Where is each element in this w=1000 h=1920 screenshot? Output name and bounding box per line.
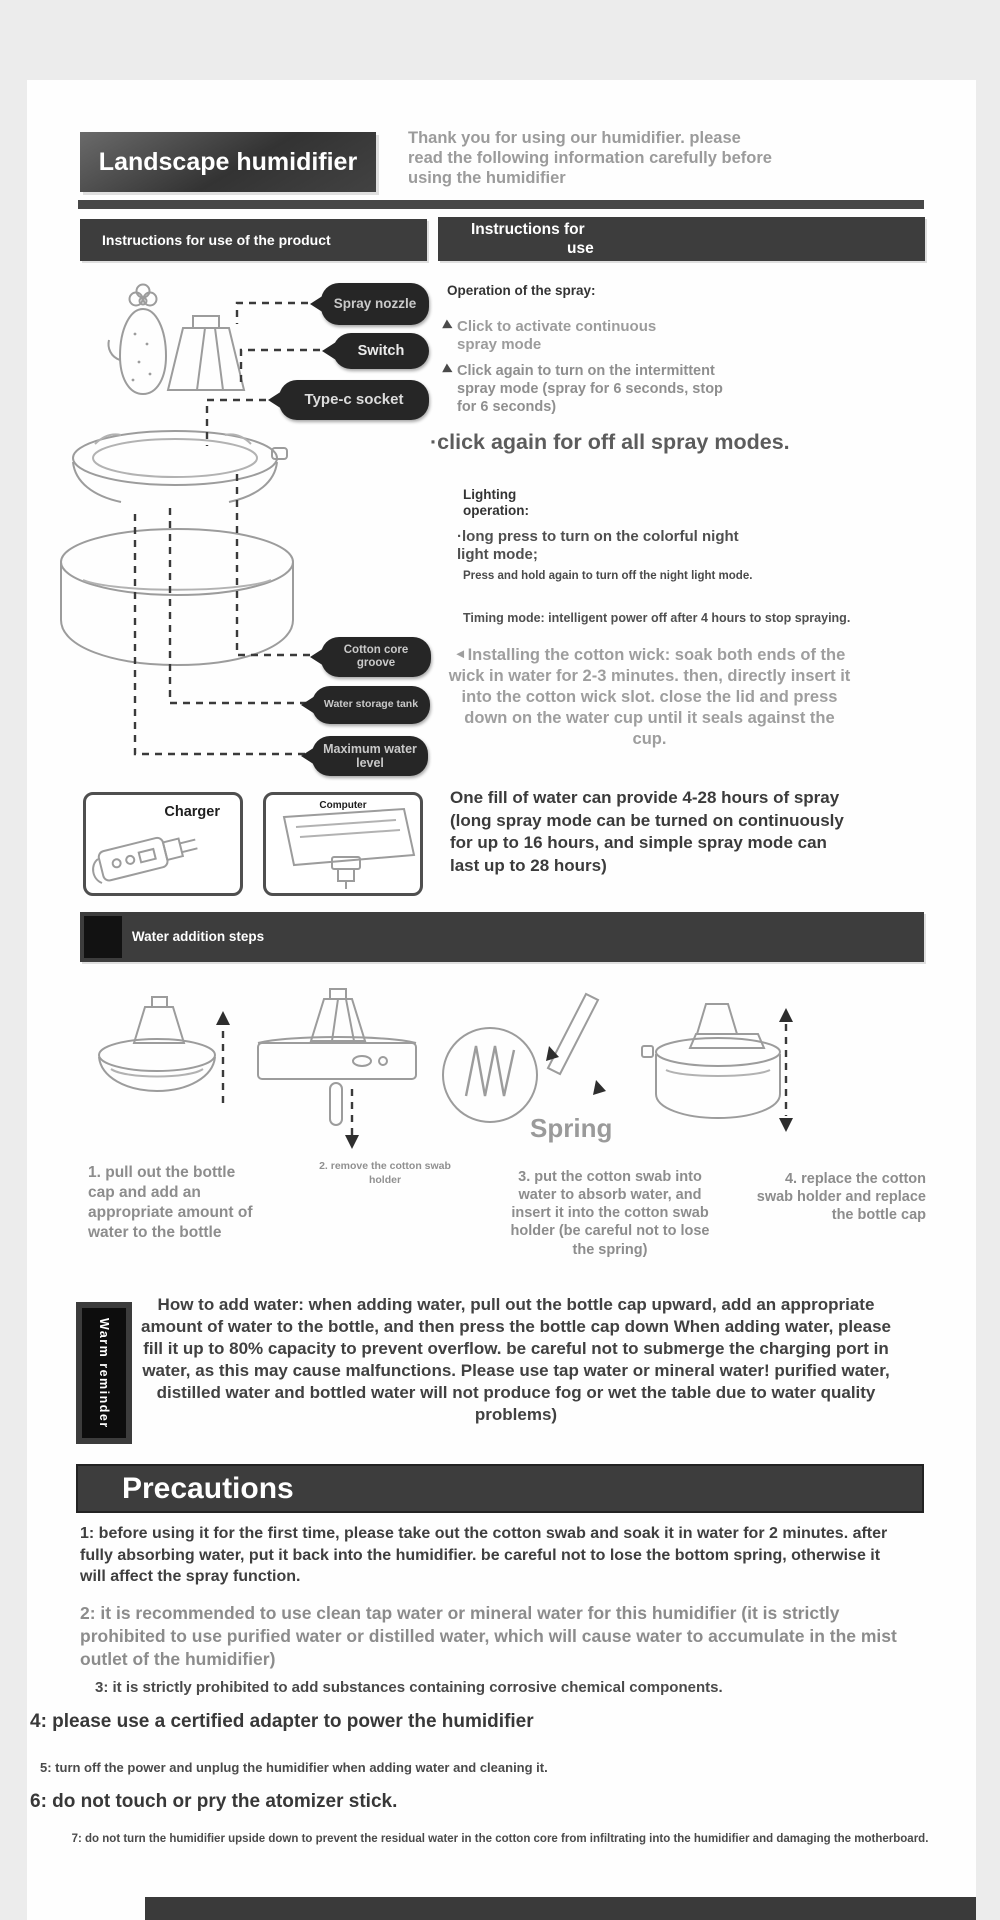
label-text: Cotton core groove (343, 644, 409, 669)
label-text: Maximum water level (323, 742, 417, 770)
section-header-precautions (76, 1464, 924, 1513)
timing-mode-note: Timing mode: intelligent power off after 4 hours to stop spraying. (463, 611, 851, 625)
spray-operation-title: Operation of the spray: (447, 283, 596, 298)
water-steps-label: Water addition steps (131, 929, 265, 945)
precautions-title: Precautions (122, 1471, 294, 1505)
spray-off-note: ·click again for off all spray modes. (430, 430, 790, 454)
precaution-item-7: 7: do not turn the humidifier upside down to prevent the residual water in the cotton core from infiltrating into the humidifier and damaging the motherboard. (71, 1833, 929, 1845)
water-tank-illustration (61, 529, 293, 665)
warm-reminder-label: Warm reminder (97, 1317, 111, 1429)
label-text: Spray nozzle (333, 296, 417, 312)
section-header-product-instructions (80, 219, 427, 261)
section-header-line1: Instructions for (471, 221, 585, 238)
precaution-item-2: 2: it is recommended to use clean tap water or mineral water for this humidifier (it is strictly prohibited to use purified water or distilled water, which will cause water to accumulate in the mist outlet of the humidifier) (80, 1603, 897, 1669)
header-divider (78, 200, 924, 209)
spray-capacity-note: One fill of water can provide 4-28 hours of spray (long spray mode can be turned on continuously for up to 16 hours, and simple spray mode can last up to 28 hours) (450, 788, 844, 875)
cotton-wick-text: Installing the cotton wick: soak both ends of the wick in water for 2-3 minutes. then, directly insert it into the cotton wick slot. close the lid and press down on the water cup until it seals against the cup. (448, 646, 851, 748)
computer-power-option-box (263, 792, 423, 896)
lighting-operation-title: Lighting operation: (463, 487, 529, 519)
label-switch (333, 333, 429, 369)
spring-label: Spring (530, 1113, 613, 1143)
charger-label: Charger (164, 804, 220, 820)
header-accent-block (84, 916, 122, 958)
label-type-c-socket (279, 380, 429, 420)
label-spray-nozzle (321, 283, 429, 325)
step4-illustration (640, 990, 800, 1155)
upper-bowl-illustration (73, 431, 287, 502)
step1-caption: 1. pull out the bottle cap and add an appropriate amount of water to the bottle (88, 1164, 253, 1242)
charger-power-option-box (83, 792, 243, 896)
step2-illustration (250, 985, 425, 1160)
intro-text: Thank you for using our humidifier. please read the following information carefully before using the humidifier (408, 129, 772, 187)
step4-caption: 4. replace the cotton swab holder and replace the bottle cap (756, 1171, 926, 1224)
section-header-water-addition-steps (80, 912, 924, 962)
precaution-item-1: 1: before using it for the first time, please take out the cotton swab and soak it in water for 2 minutes. after fully absorbing water, put it back into the humidifier. be careful not to lose the bottom spring, otherwise it will affect the spray function. (80, 1525, 888, 1586)
precaution-item-5: 5: turn off the power and unplug the humidifier when adding water and cleaning it. (40, 1760, 548, 1775)
label-maximum-water-level (312, 736, 428, 776)
section-header-line2: use (567, 239, 594, 257)
lighting-point-2: Press and hold again to turn off the night light mode. (463, 570, 753, 582)
spray-point-2-text: Click again to turn on the intermittent spray mode (spray for 6 seconds, stop for 6 seconds) (457, 363, 723, 416)
product-title-box (80, 132, 376, 192)
step3-caption: 3. put the cotton swab into water to absorb water, and insert it into the cotton swab holder (be careful not to lose the spring) (510, 1169, 710, 1258)
label-text: Type-c socket (304, 390, 404, 408)
footer-bar (145, 1897, 976, 1920)
label-water-storage-tank (312, 686, 430, 724)
lighting-point-1: ·long press to turn on the colorful night light mode; (457, 528, 739, 563)
warm-reminder-tab (76, 1302, 132, 1444)
warm-reminder-text: How to add water: when adding water, pull out the bottle cap upward, add an appropriate amount of water to the bottle, and then press the bottle cap down When adding water, please fill it up to 80% capacity to prevent overflow. be careful not to submerge the charging port in water, as this may cause malfunctions. Please use tap water or mineral water! purified water, distilled water and bottled water will not produce fog or wet the table due to water quality problems) (141, 1295, 891, 1425)
spray-cone-illustration (168, 316, 244, 390)
label-text: Switch (357, 342, 405, 359)
section-header-label: Instructions for use of the product (102, 232, 331, 248)
cactus-dots (132, 333, 152, 382)
cactus-illustration (108, 285, 166, 395)
precaution-item-3: 3: it is strictly prohibited to add substances containing corrosive chemical components. (95, 1679, 723, 1696)
product-title: Landscape humidifier (98, 147, 358, 176)
computer-label: Computer (319, 800, 367, 811)
step1-illustration (75, 985, 245, 1155)
precaution-item-6: 6: do not touch or pry the atomizer stick. (30, 1791, 398, 1812)
spray-point-1 (457, 318, 697, 353)
warm-reminder-tab-inner (82, 1308, 126, 1438)
label-text: Water storage tank (323, 698, 419, 711)
step2-caption: 2. remove the cotton swab holder (319, 1160, 451, 1186)
precaution-item-4: 4: please use a certified adapter to power the humidifier (30, 1711, 534, 1732)
cotton-wick-instructions (447, 645, 852, 750)
spray-point-2 (457, 362, 727, 416)
pointer-icon: ◄ (453, 646, 467, 661)
spray-point-1-text: Click to activate continuous spray mode (457, 318, 657, 353)
section-header-use-instructions (438, 217, 925, 261)
label-cotton-core-groove (321, 637, 431, 677)
